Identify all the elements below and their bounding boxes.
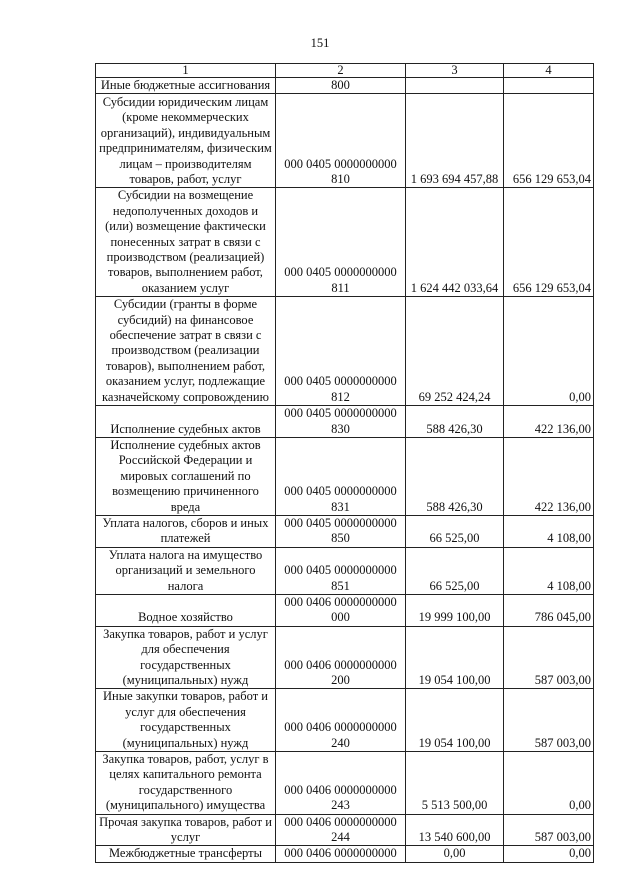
row-amount-fact: 4 108,00 (504, 515, 594, 547)
row-amount-fact: 422 136,00 (504, 406, 594, 438)
row-amount-plan: 0,00 (406, 846, 504, 862)
row-code: 000 0405 0000000000 812 (276, 297, 406, 406)
table-row (96, 94, 594, 188)
row-name: Прочая закупка товаров, работ и услуг (96, 814, 276, 846)
row-name: Закупка товаров, работ и услуг для обеспечения государственных (муниципальных) нужд (96, 626, 276, 689)
header-row (96, 64, 594, 78)
row-name: Исполнение судебных актов (96, 406, 276, 438)
row-amount-plan: 19 054 100,00 (406, 689, 504, 752)
row-amount-fact: 587 003,00 (504, 689, 594, 752)
row-name: Иные закупки товаров, работ и услуг для обеспечения государственных (муниципальных) нужд (96, 689, 276, 752)
row-name: Уплата налогов, сборов и иных платежей (96, 515, 276, 547)
header-cell: 3 (406, 64, 504, 78)
table-row (96, 515, 594, 547)
table-row (96, 689, 594, 752)
row-amount-plan: 19 999 100,00 (406, 594, 504, 626)
row-name: Уплата налога на имущество организаций и земельного налога (96, 547, 276, 594)
row-name: Исполнение судебных актов Российской Федерации и мировых соглашений по возмещению причиненного вреда (96, 437, 276, 515)
row-code: 000 0405 0000000000 830 (276, 406, 406, 438)
row-amount-fact (504, 78, 594, 94)
row-amount-fact: 786 045,00 (504, 594, 594, 626)
row-amount-plan: 66 525,00 (406, 547, 504, 594)
table-row (96, 297, 594, 406)
row-amount-fact: 656 129 653,04 (504, 188, 594, 297)
row-amount-plan: 13 540 600,00 (406, 814, 504, 846)
row-amount-fact: 587 003,00 (504, 626, 594, 689)
row-name: Закупка товаров, работ, услуг в целях капитального ремонта государственного (муниципального) имущества (96, 752, 276, 815)
row-code: 000 0406 0000000000 244 (276, 814, 406, 846)
row-amount-fact: 656 129 653,04 (504, 94, 594, 188)
row-code: 000 0405 0000000000 850 (276, 515, 406, 547)
row-amount-fact: 587 003,00 (504, 814, 594, 846)
row-amount-plan: 1 624 442 033,64 (406, 188, 504, 297)
row-code: 800 (276, 78, 406, 94)
row-amount-plan: 19 054 100,00 (406, 626, 504, 689)
table-row (96, 547, 594, 594)
row-amount-plan: 66 525,00 (406, 515, 504, 547)
budget-execution-table (95, 63, 594, 863)
row-amount-fact: 0,00 (504, 846, 594, 862)
row-code: 000 0406 0000000000 200 (276, 626, 406, 689)
row-name: Межбюджетные трансферты (96, 846, 276, 862)
row-name: Иные бюджетные ассигнования (96, 78, 276, 94)
row-code: 000 0406 0000000000 240 (276, 689, 406, 752)
header-cell: 2 (276, 64, 406, 78)
row-amount-plan: 5 513 500,00 (406, 752, 504, 815)
row-amount-plan: 69 252 424,24 (406, 297, 504, 406)
row-name: Водное хозяйство (96, 594, 276, 626)
table-row (96, 626, 594, 689)
row-name: Субсидии на возмещение недополученных доходов и (или) возмещение фактически понесенных затрат в связи с производством (реализацией) товаров, выполнением работ, оказанием услуг (96, 188, 276, 297)
table-row (96, 78, 594, 94)
page-number: 151 (310, 36, 330, 50)
table-row (96, 437, 594, 515)
row-amount-fact: 0,00 (504, 752, 594, 815)
header-cell: 4 (504, 64, 594, 78)
table-row (96, 406, 594, 438)
row-code: 000 0406 0000000000 000 (276, 594, 406, 626)
row-code: 000 0406 0000000000 243 (276, 752, 406, 815)
table-row (96, 814, 594, 846)
row-amount-plan: 1 693 694 457,88 (406, 94, 504, 188)
row-amount-plan: 588 426,30 (406, 406, 504, 438)
row-amount-fact: 0,00 (504, 297, 594, 406)
row-amount-plan: 588 426,30 (406, 437, 504, 515)
header-cell: 1 (96, 64, 276, 78)
row-amount-fact: 422 136,00 (504, 437, 594, 515)
table-row (96, 846, 594, 862)
table-row (96, 594, 594, 626)
row-code: 000 0405 0000000000 810 (276, 94, 406, 188)
row-code: 000 0405 0000000000 851 (276, 547, 406, 594)
table-row (96, 188, 594, 297)
row-name: Субсидии (гранты в форме субсидий) на финансовое обеспечение затрат в связи с производством (реализации товаров), выполнением работ, оказанием услуг, подлежащие казначейскому сопровождению (96, 297, 276, 406)
row-code: 000 0406 0000000000 (276, 846, 406, 862)
table-row (96, 752, 594, 815)
row-amount-fact: 4 108,00 (504, 547, 594, 594)
row-name: Субсидии юридическим лицам (кроме некоммерческих организаций), индивидуальным предпринимателям, физическим лицам – производителям товаров, работ, услуг (96, 94, 276, 188)
row-code: 000 0405 0000000000 811 (276, 188, 406, 297)
row-amount-plan (406, 78, 504, 94)
row-code: 000 0405 0000000000 831 (276, 437, 406, 515)
